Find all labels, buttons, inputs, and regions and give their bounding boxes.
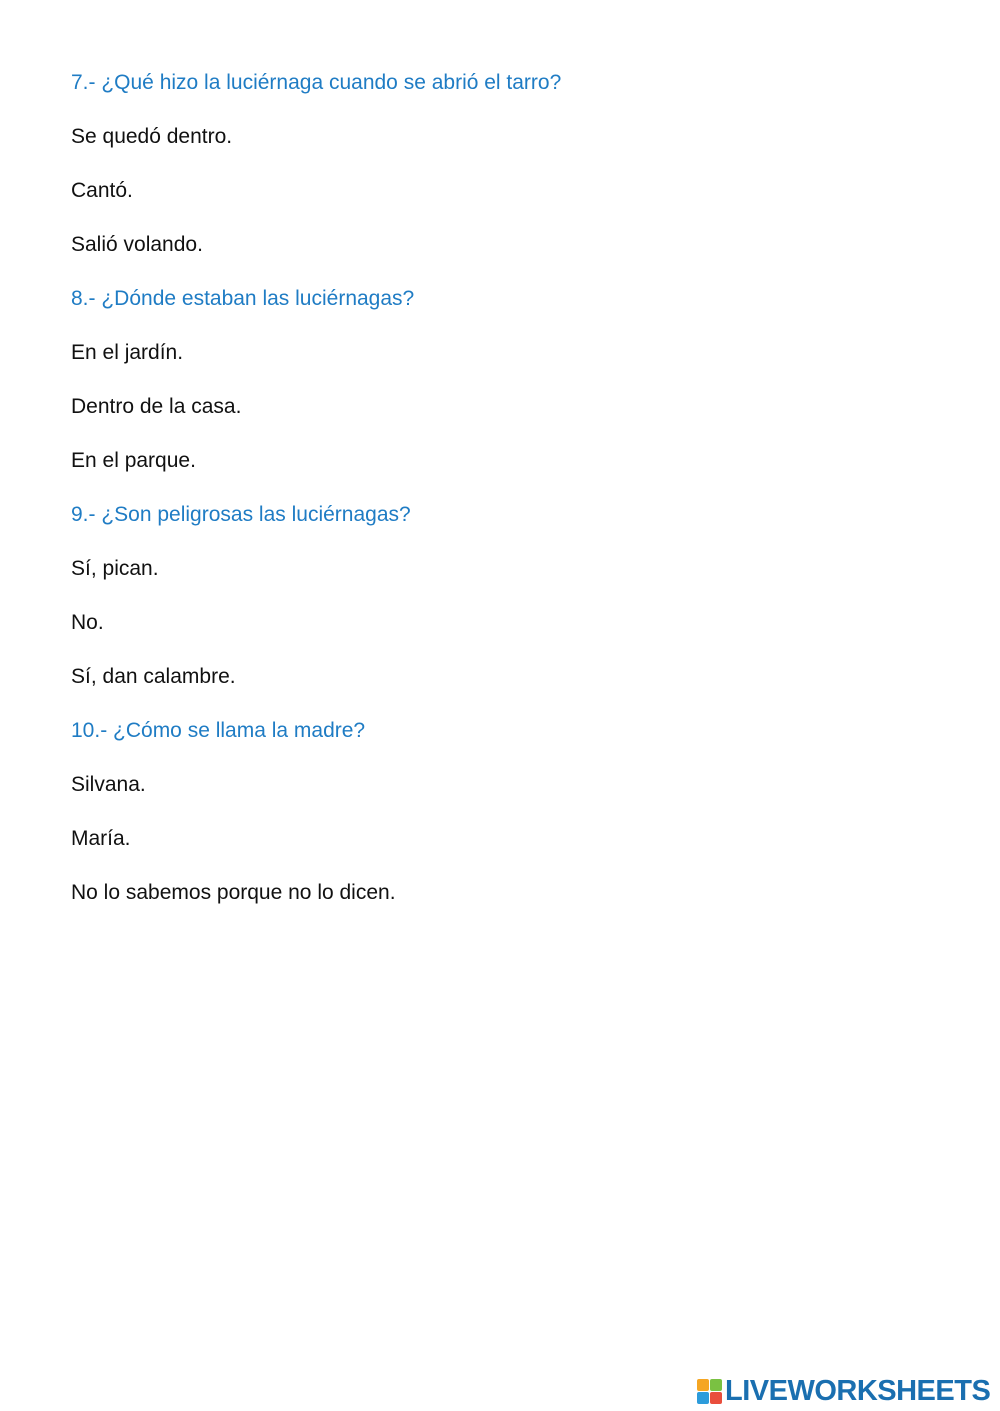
option-7-a[interactable]: Se quedó dentro. [71,125,233,148]
liveworksheets-logo-icon [697,1379,722,1404]
logo-square-3 [697,1392,709,1404]
option-9-a[interactable]: Sí, pican. [71,557,159,580]
liveworksheets-logo [697,1375,990,1407]
option-9-b[interactable]: No. [71,611,104,634]
option-7-c[interactable]: Salió volando. [71,233,203,256]
option-10-a[interactable]: Silvana. [71,773,146,796]
question-7: 7.- ¿Qué hizo la luciérnaga cuando se abrió el tarro? [71,71,562,94]
option-10-b[interactable]: María. [71,827,131,850]
option-8-c[interactable]: En el parque. [71,449,196,472]
logo-square-1 [697,1379,709,1391]
option-8-a[interactable]: En el jardín. [71,341,184,364]
question-9: 9.- ¿Son peligrosas las luciérnagas? [71,503,411,526]
logo-square-2 [710,1379,722,1391]
question-8: 8.- ¿Dónde estaban las luciérnagas? [71,287,415,310]
question-10: 10.- ¿Cómo se llama la madre? [71,719,366,742]
option-8-b[interactable]: Dentro de la casa. [71,395,242,418]
option-7-b[interactable]: Cantó. [71,179,133,202]
logo-text: LIVEWORKSHEETS [725,1375,991,1407]
logo-square-4 [710,1392,722,1404]
worksheet [71,68,951,932]
option-9-c[interactable]: Sí, dan calambre. [71,665,236,688]
option-10-c[interactable]: No lo sabemos porque no lo dicen. [71,881,396,904]
